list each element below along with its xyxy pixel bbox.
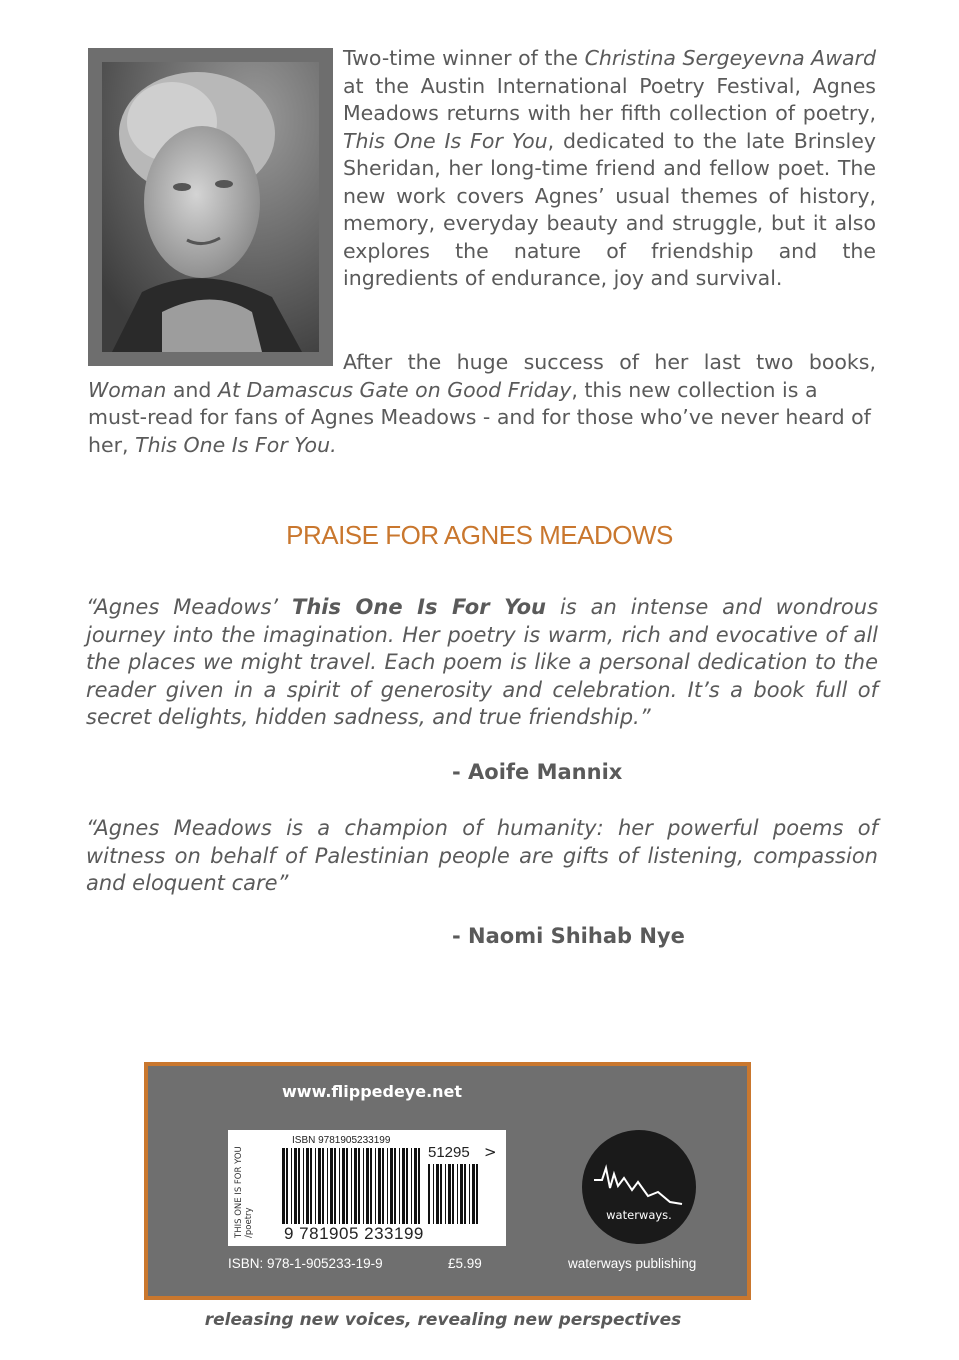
blurb-text: at the Austin International Poetry Festival, Agnes Meadows returns with her fifth collection of poetry, [343,73,876,125]
barcode-bar [342,1148,345,1224]
quote-attribution: - Naomi Shihab Nye [452,924,685,948]
spine-title: THIS ONE IS FOR YOU [234,1146,244,1238]
intro-blurb [343,45,876,293]
book-title: Woman [88,377,167,402]
barcode-bar [390,1148,393,1224]
barcode-bar [306,1148,309,1224]
spine-category: /poetry [244,1207,254,1238]
barcode-bar [303,1148,304,1224]
barcode-bar [433,1164,434,1224]
barcode-bar [310,1148,312,1224]
barcode-bar [346,1148,348,1224]
waterways-logo [582,1130,696,1244]
barcode-bar [464,1164,466,1224]
barcode-bar [354,1148,357,1224]
barcode-bar [402,1148,405,1224]
follow-up-blurb [88,349,876,459]
barcode-bar [411,1148,412,1224]
barcode-bar [370,1148,372,1224]
book-title: This One Is For You. [135,432,337,457]
barcode-bar [399,1148,400,1224]
barcode-bar [363,1148,364,1224]
barcode-digits: 9 781905 233199 [284,1224,424,1243]
barcode-bar [440,1164,442,1224]
barcode-bar [339,1148,340,1224]
barcode-bar [469,1164,470,1224]
website-link[interactable]: www.flippedeye.net [282,1082,463,1101]
barcode-bar [476,1164,478,1224]
book-title: At Damascus Gate on Good Friday [217,377,572,402]
tagline: releasing new voices, revealing new perspectives [204,1310,682,1330]
price-label: £5.99 [448,1256,482,1271]
barcode-bar [282,1148,285,1224]
price-barcode [428,1164,478,1240]
barcode-bar [358,1148,360,1224]
barcode-bar [418,1148,420,1224]
blurb-text: , this new collection is a must-read for fans of Agnes Meadows - and for those who’ve never heard of her, [88,377,871,457]
review-quote: “Agnes Meadows is a champion of humanity: her powerful poems of witness on behalf of Palestinian people are gifts of listening, compassion and eloquent care” [86,816,878,895]
barcode-bar [366,1148,369,1224]
barcode-bar [406,1148,408,1224]
barcode-bar [327,1148,328,1224]
barcode-bar [322,1148,324,1224]
spine-text [234,1146,254,1238]
barcode-bar [286,1148,288,1224]
barcode-bar [448,1164,451,1224]
book-title: This One Is For You [292,595,547,619]
publisher-panel [144,1062,751,1300]
quote-attribution: - Aoife Mannix [452,760,623,784]
barcode-bar [298,1148,300,1224]
barcode-isbn-header: ISBN 9781905233199 [292,1135,391,1146]
barcode-bar [436,1164,439,1224]
praise-heading: PRAISE FOR AGNES MEADOWS [286,520,673,550]
blurb-text: , dedicated to the late Brinsley Sheridan, her long-time friend and fellow poet. The new work covers Agnes’ usual themes of history, memory, everyday beauty and struggle, but it also explores the nature of friendship and the ingredients of endurance, joy and survival. [343,128,876,290]
award-name: Christina Sergeyevna Award [584,46,876,70]
barcode-bar [460,1164,463,1224]
barcode-bar [378,1148,381,1224]
book-title: This One Is For You [343,128,548,153]
blurb-text: Two-time winner of the [343,46,585,70]
barcode-bar [291,1148,292,1224]
barcode-bar [351,1148,352,1224]
barcode-bar [394,1148,396,1224]
barcode-bar [334,1148,336,1224]
barcode-bar [414,1148,417,1224]
barcode-bar [428,1164,430,1224]
blurb-text: After the huge success of her last two books, [343,350,876,374]
author-photo-frame [88,48,333,366]
barcode-box [228,1130,506,1246]
barcode-bar [445,1164,446,1224]
barcode-bar [294,1148,297,1224]
barcode-bar [387,1148,388,1224]
barcode-bar [318,1148,321,1224]
barcode-bar [457,1164,458,1224]
barcode-bar [452,1164,454,1224]
price-arrow: > [484,1143,497,1161]
mountain-icon [582,1130,696,1244]
quote-text: “Agnes Meadows’ [86,595,293,619]
barcode-bar [375,1148,376,1224]
barcode-bar [330,1148,333,1224]
barcode-bar [472,1164,475,1224]
barcode-bar [382,1148,384,1224]
blurb-text: and [166,377,218,402]
barcode-bar [315,1148,316,1224]
logo-text: waterways. [606,1208,672,1222]
isbn-label: ISBN: 978-1-905233-19-9 [228,1256,383,1271]
price-code: 51295 [428,1144,470,1161]
isbn-barcode [282,1148,422,1224]
author-photo [102,62,319,352]
publisher-name: waterways publishing [568,1256,697,1271]
review-quote [86,594,878,732]
quote-text: is an intense and wondrous journey into the imagination. Her poetry is warm, rich and evocative of all the places we might travel. Each poem is like a personal dedication to the reader given in a spirit of generosity and celebration. It’s a book full of secret delights, hidden sadness, and true friendship.” [86,595,879,729]
